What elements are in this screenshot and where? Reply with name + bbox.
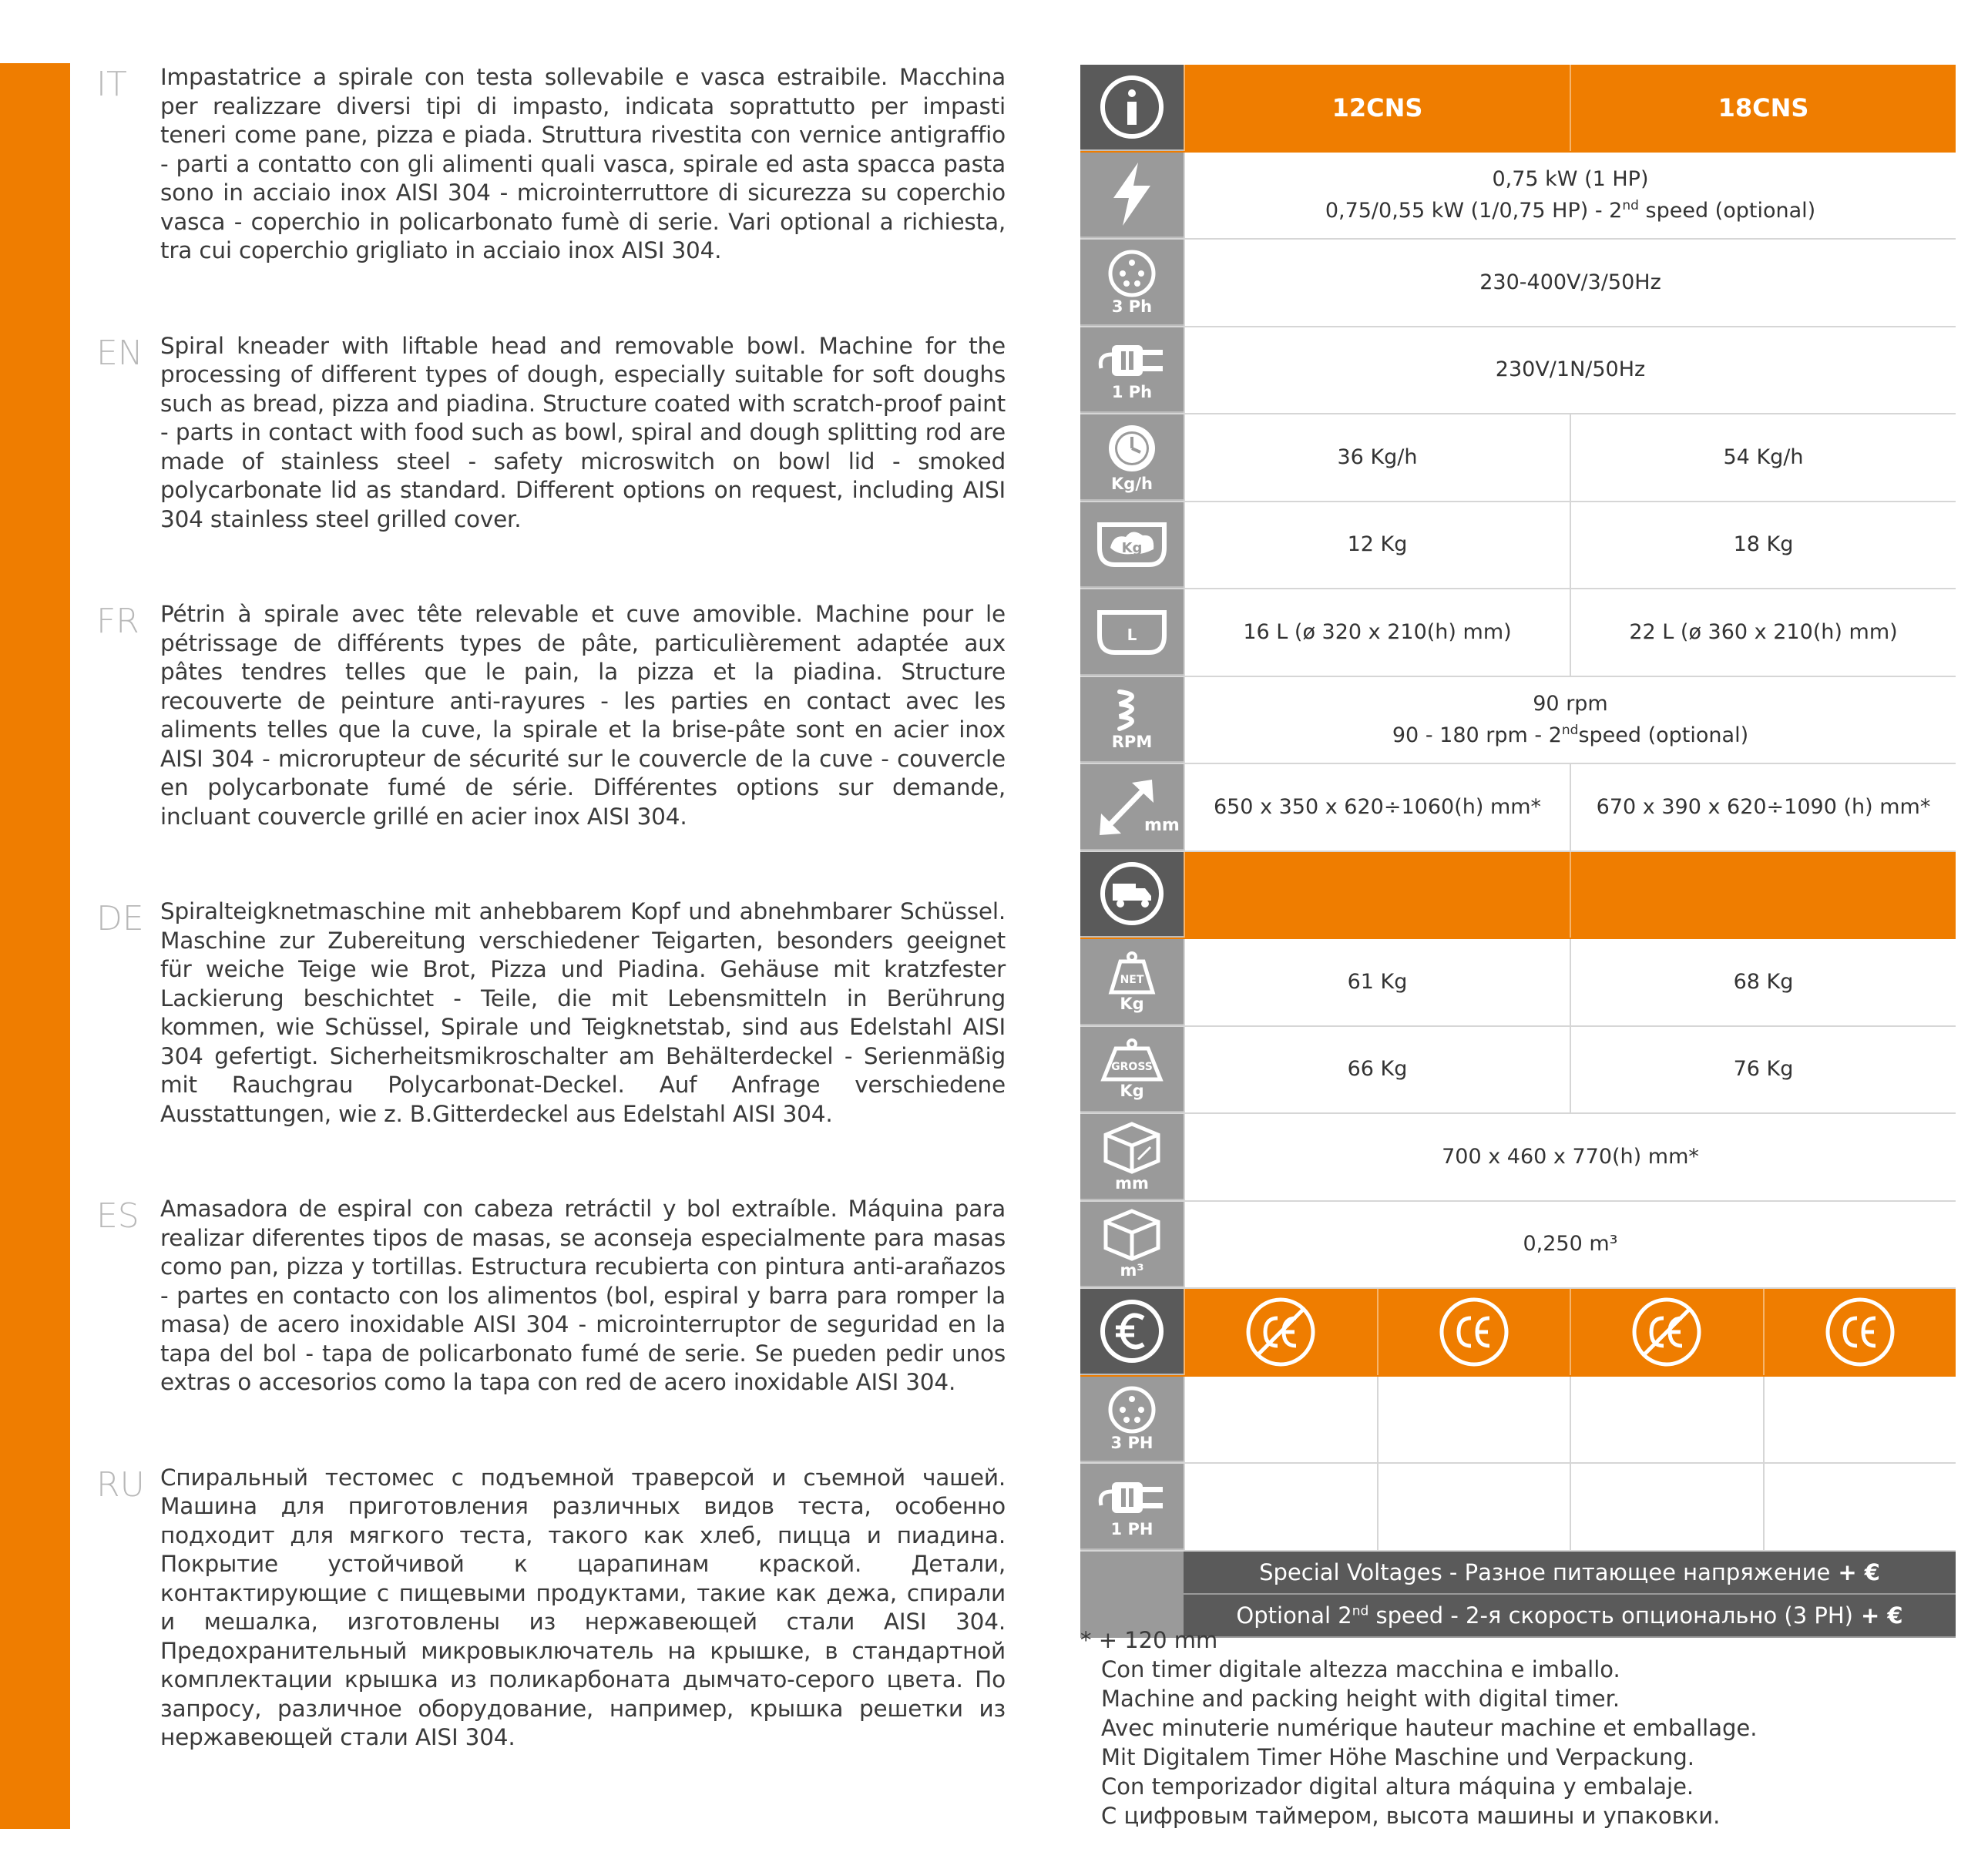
single-phase-plug-icon <box>1080 1464 1184 1550</box>
box-volume-icon <box>1080 1202 1184 1288</box>
lang-code: DE <box>96 899 144 938</box>
shipping-header-row <box>1080 852 1956 940</box>
price-1ph-row <box>1080 1464 1956 1552</box>
info-icon <box>1080 65 1184 151</box>
lang-description: Spiralteigknetmaschine mit anhebbarem Kopf und abnehmbarer Schüssel. Maschine zur Zubereitung verschiedener Teigarten, besonders geeignet für weiche Teige wie Brot, Pizza und Piadina. Gehäuse mit kratzfester Lackierung beschichtet - Teile, die mit Lebensmitteln in Berührung kommen, wie Schüssel, Spirale und Teigknetstab, sind aus Edelstahl AISI 304 gefertigt. Sicherheitsmikroschalter am Behälterdeckel - Serienmäßig mit Rauchgrau Polycarbonat-Deckel. Auf Anfrage verschiedene Ausstattungen, wie z. B.Gitterdeckel aus Edelstahl AISI 304. <box>160 898 1006 1127</box>
spec-table <box>1080 65 1956 1638</box>
production-row <box>1080 414 1956 502</box>
ce-marked-icon <box>1377 1289 1570 1375</box>
special-voltages-text: Special Voltages - Разное питающее напряжение <box>1259 1558 1831 1585</box>
icon-caption: m³ <box>1120 1261 1144 1280</box>
footnote-line: С цифровым таймером, высота машины и упаковки. <box>1101 1803 1721 1829</box>
icon-caption: RPM <box>1111 733 1153 752</box>
three-phase-plug-icon <box>1080 1377 1184 1463</box>
model-12cns: 12CNS <box>1184 65 1570 151</box>
single-phase-plug-icon <box>1080 327 1184 414</box>
price-cell <box>1570 1377 1763 1463</box>
lang-code: IT <box>96 65 127 104</box>
footnote <box>1080 1626 1966 1830</box>
lang-description: Pétrin à spirale avec tête relevable et cuve amovible. Machine pour le pétrissage de différents types de pâte, particulièrement adaptée aux pâtes tendres telles que le pain, la pizza et la piadina. Structure recouverte de peinture anti-rayures - les parties en contact avec les aliments telles que la cuve, la spirale et la brise-pâte sont en acier inox AISI 304 - microrupteur de sécurité sur le couvercle de la cuve - couvercle en polycarbonate fumé de série. Différentes options sur demande, incluant couvercle grillé en acier inox AISI 304. <box>160 601 1006 830</box>
ce-not-marked-icon <box>1184 1289 1377 1375</box>
delivery-truck-icon <box>1080 852 1184 938</box>
footnote-line: Machine and packing height with digital timer. <box>1101 1686 1620 1712</box>
voltage-1ph-value: 230V/1N/50Hz <box>1184 327 1956 414</box>
language-descriptions <box>96 63 1006 1819</box>
gross-weight-row <box>1080 1027 1956 1115</box>
shipping-col-18cns <box>1570 852 1956 938</box>
lang-code: ES <box>96 1196 139 1236</box>
plus-euro: + € <box>1861 1602 1903 1629</box>
power-line-2: 0,75/0,55 kW (1/0,75 HP) - 2nd speed (optional) <box>1325 197 1816 223</box>
net-weight-icon <box>1080 939 1184 1025</box>
lang-block-it <box>96 63 1006 266</box>
lang-description: Amasadora de espiral con cabeza retráctil y bol extraíble. Máquina para realizar diferentes tipos de masas, se aconseja especialmente para masas como pan, pizza y tortillas. Estructura recubierta con pintura anti-arañazos - partes en contacto con los alimentos (bol, espiral y barra para romper la masa) de acero inoxidable AISI 304 - microinterruptor de seguridad en la tapa del bol - tapa de policarbonato fumé de serie. Se pueden pedir unos extras o accesorios como la tapa con red de acero inoxidable AISI 304. <box>160 1196 1006 1395</box>
icon-caption: 3 Ph <box>1111 297 1153 316</box>
rpm-line-2: 90 - 180 rpm - 2ndspeed (optional) <box>1392 722 1749 747</box>
rpm-row <box>1080 677 1956 765</box>
models-header-row <box>1080 65 1956 153</box>
box-dimensions-icon <box>1080 1114 1184 1200</box>
net-weight-row <box>1080 939 1956 1027</box>
dimensions-row <box>1080 764 1956 852</box>
icon-caption: Kg <box>1120 1082 1144 1101</box>
price-cell <box>1377 1377 1570 1463</box>
lang-code: RU <box>96 1464 145 1505</box>
lang-block-en <box>96 332 1006 535</box>
price-header-row <box>1080 1289 1956 1377</box>
svg-text:GROSS: GROSS <box>1111 1061 1153 1074</box>
gross-weight-12cns: 66 Kg <box>1184 1027 1570 1113</box>
rpm-value <box>1184 677 1956 763</box>
lang-block-ru <box>96 1464 1006 1753</box>
capacity-12cns: 12 Kg <box>1184 502 1570 589</box>
three-phase-plug-icon <box>1080 240 1184 326</box>
svg-text:Kg: Kg <box>1121 540 1143 557</box>
production-18cns: 54 Kg/h <box>1570 414 1956 501</box>
icon-caption: 1 Ph <box>1111 383 1153 402</box>
price-cell <box>1570 1464 1763 1550</box>
lang-description: Spiral kneader with liftable head and removable bowl. Machine for the processing of different types of dough, especially suitable for soft doughs such as bread, pizza and piadina. Structure coated with scratch-proof paint - parts in contact with food such as bowl, spiral and dough splitting rod are made of stainless steel - safety microswitch on bowl lid - smoked polycarbonate lid as standard. Different options on request, including AISI 304 stainless steel grilled cover. <box>160 332 1006 532</box>
footnote-line: Con timer digitale altezza macchina e imballo. <box>1101 1656 1620 1683</box>
dough-capacity-icon <box>1080 502 1184 589</box>
lang-description: Impastatrice a spirale con testa sollevabile e vasca estraibile. Macchina per realizzare diversi tipi di impasto, indicata soprattutto per impasti teneri come pane, pizza e piada. Struttura rivestita con vernice antigraffio - parti a contatto con gli alimenti quali vasca, spirale ed asta spacca pasta sono in acciaio inox AISI 304 - microinterruttore di sicurezza su coperchio vasca - coperchio in policarbonato fumè di serie. Vari optional a richiesta, tra cui coperchio grigliato in acciaio inox AISI 304. <box>160 64 1006 263</box>
icon-caption: 3 PH <box>1110 1434 1154 1453</box>
price-cell <box>1763 1377 1956 1463</box>
accent-side-bar <box>0 63 70 1829</box>
footnote-line: Con temporizador digital altura máquina y embalaje. <box>1101 1773 1694 1800</box>
svg-text:NET: NET <box>1120 973 1144 986</box>
footnote-line: Mit Digitalem Timer Höhe Maschine und Verpackung. <box>1101 1744 1695 1770</box>
svg-text:mm: mm <box>1144 815 1180 835</box>
power-value <box>1184 153 1956 239</box>
volume-row <box>1080 1202 1956 1290</box>
icon-caption: Kg <box>1120 994 1144 1013</box>
power-line-1: 0,75 kW (1 HP) <box>1492 166 1649 191</box>
net-weight-18cns: 68 Kg <box>1570 939 1956 1025</box>
bowl-row <box>1080 589 1956 677</box>
voltage-1ph-row <box>1080 327 1956 415</box>
lang-block-es <box>96 1195 1006 1397</box>
capacity-row <box>1080 502 1956 590</box>
voltage-3ph-row <box>1080 240 1956 327</box>
dimensions-12cns: 650 x 350 x 620÷1060(h) mm* <box>1184 764 1570 851</box>
gross-weight-18cns: 76 Kg <box>1570 1027 1956 1113</box>
bowl-volume-icon <box>1080 589 1184 676</box>
capacity-18cns: 18 Kg <box>1570 502 1956 589</box>
lang-block-fr <box>96 600 1006 831</box>
price-3ph-row <box>1080 1377 1956 1464</box>
bowl-18cns: 22 L (ø 360 x 210(h) mm) <box>1570 589 1956 676</box>
net-weight-12cns: 61 Kg <box>1184 939 1570 1025</box>
spiral-rpm-icon <box>1080 677 1184 763</box>
footnote-marker: * + 120 mm <box>1080 1627 1218 1653</box>
price-cell <box>1763 1464 1956 1550</box>
packing-dimensions-row <box>1080 1114 1956 1202</box>
lang-block-de <box>96 897 1006 1129</box>
bowl-12cns: 16 L (ø 320 x 210(h) mm) <box>1184 589 1570 676</box>
lang-description: Спиральный тестомес с подъемной траверсой и съемной чашей. Машина для приготовления различных видов теста, особенно подходит для мягкого теста, такого как хлеб, пицца и пиадина. Покрытие устойчивой к царапинам краской. Детали, контактирующие с пищевыми продуктами, такие как дежа, спирали и мешалка, изготовлены из нержавеющей стали AISI 304. Предохранительный микровыключатель на крышке, в стандартной комплектации крышка из поликарбоната дымчато-серого цвета. По запросу, различное оборудование, например, крышка решетки из нержавеющей стали AISI 304. <box>160 1464 1006 1750</box>
model-18cns: 18CNS <box>1570 65 1956 151</box>
price-cell <box>1377 1464 1570 1550</box>
euro-icon <box>1080 1289 1184 1375</box>
lightning-icon <box>1080 153 1184 239</box>
packing-dimensions-value: 700 x 460 x 770(h) mm* <box>1184 1114 1956 1200</box>
ce-not-marked-icon <box>1570 1289 1763 1375</box>
power-row <box>1080 153 1956 240</box>
dimensions-18cns: 670 x 390 x 620÷1090 (h) mm* <box>1570 764 1956 851</box>
optional-speed-text: Optional 2nd speed - 2-я скорость опционально (3 PH) <box>1236 1602 1853 1629</box>
icon-caption: 1 PH <box>1110 1519 1154 1538</box>
price-cell <box>1184 1377 1377 1463</box>
price-cell <box>1184 1464 1377 1550</box>
icon-caption: Kg/h <box>1111 474 1153 493</box>
footnote-line: Avec minuterie numérique hauteur machine et emballage. <box>1101 1715 1758 1741</box>
gross-weight-icon <box>1080 1027 1184 1113</box>
icon-caption: mm <box>1115 1173 1149 1193</box>
shipping-col-12cns <box>1184 852 1570 938</box>
production-12cns: 36 Kg/h <box>1184 414 1570 501</box>
svg-text:L: L <box>1127 625 1137 644</box>
production-gear-clock-icon <box>1080 414 1184 501</box>
rpm-line-1: 90 rpm <box>1533 691 1608 716</box>
ce-marked-icon <box>1763 1289 1956 1375</box>
lang-code: EN <box>96 333 143 373</box>
voltage-3ph-value: 230-400V/3/50Hz <box>1184 240 1956 326</box>
special-voltages-bar <box>1080 1552 1956 1595</box>
lang-code: FR <box>96 602 139 641</box>
plus-euro: + € <box>1838 1558 1880 1585</box>
volume-value: 0,250 m³ <box>1184 1202 1956 1288</box>
dimensions-arrow-icon <box>1080 764 1184 851</box>
